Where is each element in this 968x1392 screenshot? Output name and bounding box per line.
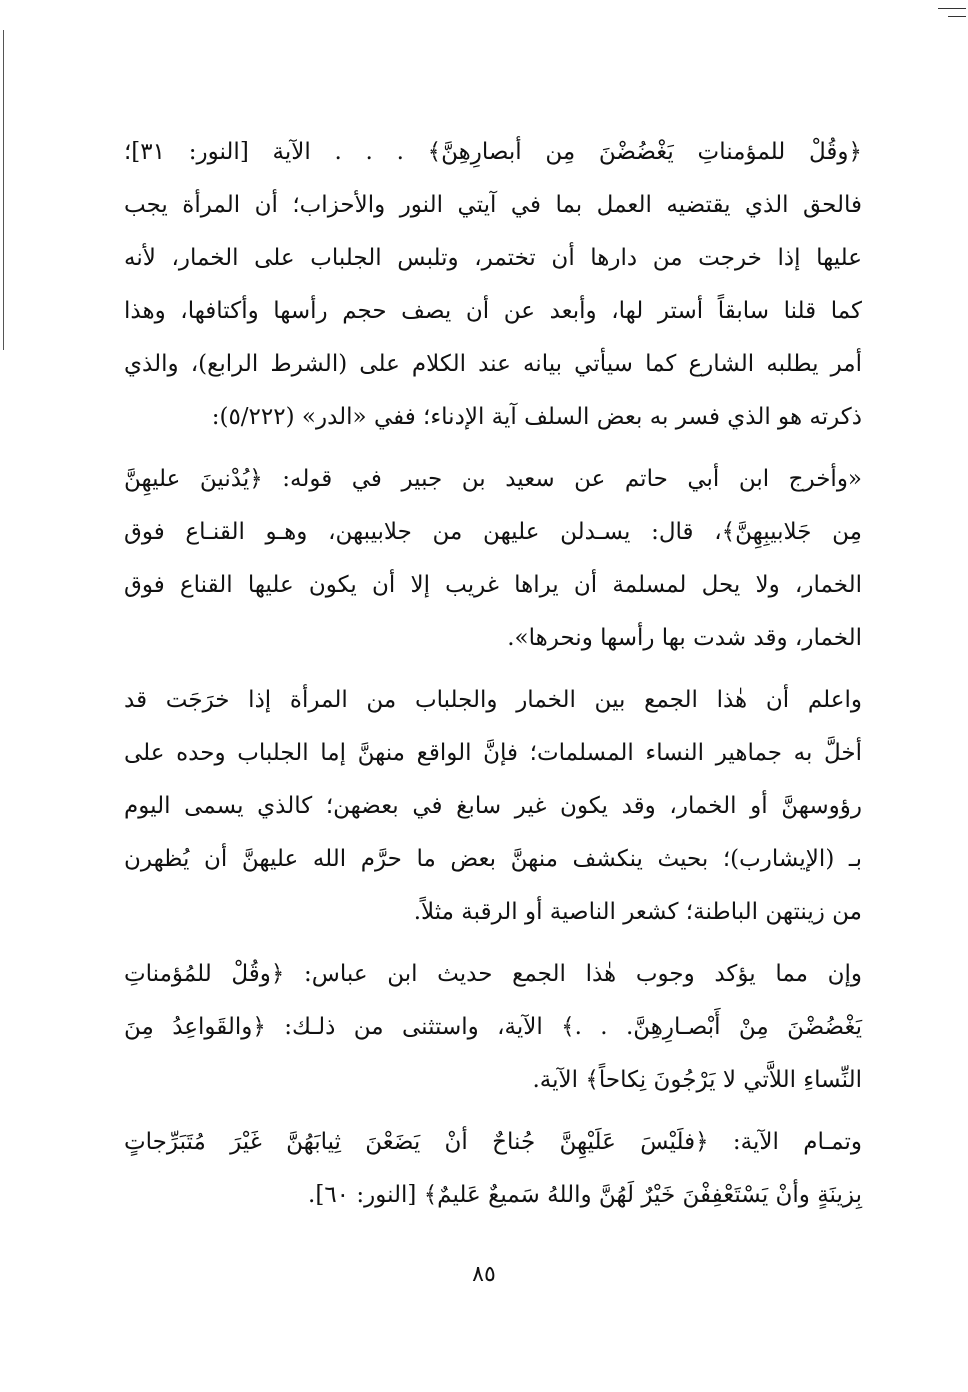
paragraph-4 [124,948,862,1107]
text-line: يَغْضُضْنَ مِنْ أَبْصـارِهِنَّ. . .﴾ الآية، واستثنى من ذلـك: ﴿والقَواعِدُ مِنَ [124,1014,862,1040]
text-line: النِّساءِ اللاَّتي لا يَرْجُونَ نِكاحاً﴾ الآية. [532,1067,862,1093]
text-line: الخمار، ولا يحل لمسلمة أن يراها غريب إلا أن يكون عليها القناع فوق [124,572,862,598]
paragraph-5 [124,1116,862,1222]
paragraph-3 [124,674,862,939]
scan-mark [938,8,966,9]
page-number: ٨٥ [472,1262,496,1287]
text-line: من زينتهن الباطنة؛ كشعر الناصية أو الرقبة مثلاً. [413,899,862,925]
text-line: مِن جَلابيبِهِنَّ﴾، قال: يسـدلن عليهن من جلابيبهن، وهـو القنـاع فوق [124,519,862,545]
text-line: كما قلنا سابقاً أستر لها، وأبعد عن أن يصف حجم رأسها وأكتافها، وهذا [124,298,862,324]
text-line: وتمـام الآية: ﴿فلَيْسَ عَلَيْهِنَّ جُناحٌ أنْ يَضَعْنَ ثِيابَهُنَّ غَيْرَ مُتَبَرِّجاتٍ [124,1129,862,1155]
text-line: عليها إذا خرجت من دارها أن تختمر، وتلبس الجلباب على الخمار، لأنه [124,245,862,271]
body-text [124,126,862,1222]
text-line: ذكرته هو الذي فسر به بعض السلف آية الإدناء؛ ففي «الدر» (٥/٢٢٢): [211,404,862,430]
scan-edge-line [3,30,4,350]
text-line: الخمار، وقد شدت بها رأسها ونحرها». [507,625,862,651]
paragraph-1 [124,126,862,444]
text-line: رؤوسهنَّ أو الخمار، وقد يكون غير سابغ في بعضهن؛ كالذي يسمى اليوم [124,793,862,819]
text-line: أخلَّ به جماهير النساء المسلمات؛ فإنَّ الواقع منهنَّ إما الجلباب وحده على [124,740,862,766]
text-line: «وأخرج ابن أبي حاتم عن سعيد بن جبير في قوله: ﴿يُدْنينَ عليهِنَّ [124,466,862,492]
text-line: بِزينَةٍ وأنْ يَسْتَعْفِفْنَ خَيْرٌ لَهُنَّ واللهُ سَميعٌ عَليمٌ﴾ [النور: ٦٠]. [308,1182,862,1208]
text-line: أمر يطلبه الشارع كما سيأتي بيانه عند الكلام على (الشرط الرابع)، والذي [124,351,862,377]
text-line: فالحق الذي يقتضيه العمل بما في آيتي النور والأحزاب؛ أن المرأة يجب [124,192,862,218]
scan-mark [948,16,966,17]
paragraph-2 [124,453,862,665]
text-line: ﴿وقُلْ للمؤمناتِ يَغْضُضْنَ مِن أبصارِهِنَّ﴾ . . . الآية [النور: ٣١]؛ [124,139,862,165]
text-line: واعلم أن هٰذا الجمع بين الخمار والجلباب من المرأة إذا خرَجَت قد [124,687,862,713]
text-line: بـ (الإيشارب)؛ بحيث ينكشف منهنَّ بعض ما حرَّم الله عليهنَّ أن يُظهرن [124,846,862,872]
text-line: وإن مما يؤكد وجوب هٰذا الجمع حديث ابن عباس: ﴿وقُلْ للمُؤمناتِ [124,961,862,987]
